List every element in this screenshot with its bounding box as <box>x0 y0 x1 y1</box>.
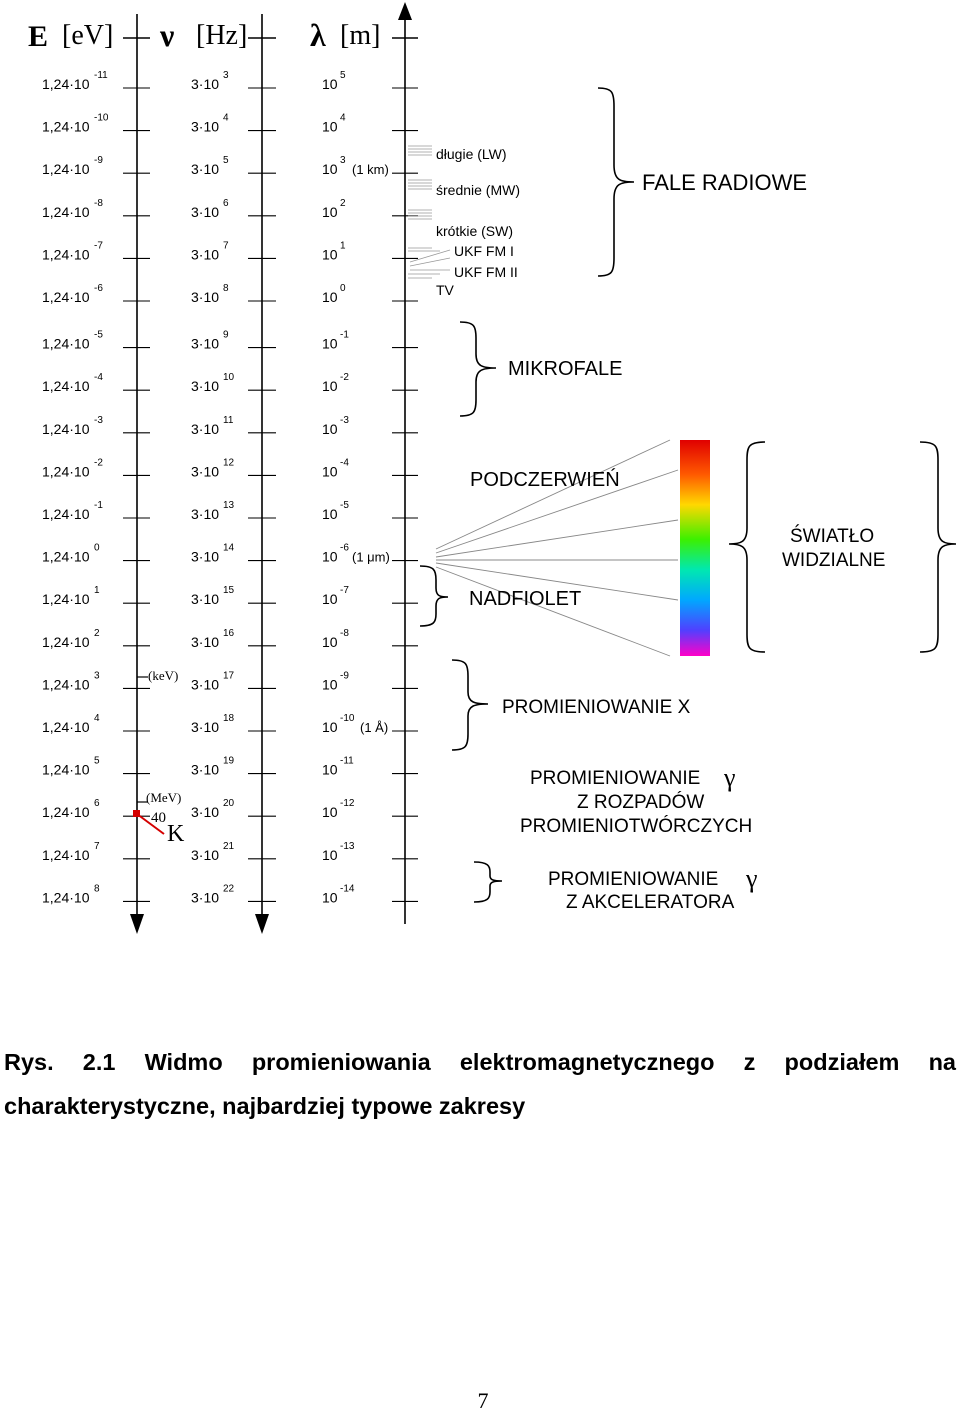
wavelength-exponent: 4 <box>340 112 346 124</box>
frequency-value: 3·10 <box>191 506 220 522</box>
scale-row <box>42 330 418 352</box>
frequency-exponent: 6 <box>223 197 229 209</box>
visible-brace-right <box>920 442 956 652</box>
forty-label: 40 <box>151 810 166 826</box>
scale-row <box>42 713 418 735</box>
energy-exponent: 8 <box>94 883 100 895</box>
wavelength-note: (1 km) <box>352 162 389 178</box>
wavelength-value: 10 <box>322 804 338 821</box>
wavelength-exponent: 0 <box>340 283 346 294</box>
energy-value: 1,24·10 <box>42 76 90 92</box>
energy-value: 1,24·10 <box>42 246 90 263</box>
wavelength-value: 10 <box>322 463 338 480</box>
wavelength-arrow-icon <box>398 2 412 20</box>
wavelength-exponent: -13 <box>340 840 355 852</box>
energy-exponent: 4 <box>94 713 100 724</box>
energy-symbol: E <box>28 20 49 53</box>
frequency-value: 3·10 <box>191 463 220 480</box>
energy-value: 1,24·10 <box>42 378 90 395</box>
frequency-exponent: 14 <box>223 542 235 554</box>
radio-tv: TV <box>436 282 454 298</box>
frequency-value: 3·10 <box>191 591 220 608</box>
frequency-value: 3·10 <box>191 246 220 263</box>
microwaves-label: MIKROFALE <box>508 358 623 380</box>
wavelength-exponent: -2 <box>340 372 349 384</box>
frequency-exponent: 19 <box>223 755 235 767</box>
frequency-value: 3·10 <box>191 889 220 906</box>
energy-value: 1,24·10 <box>42 719 90 735</box>
energy-exponent: -7 <box>94 240 103 252</box>
wavelength-exponent: -7 <box>340 585 349 597</box>
mev-marker: (MeV) <box>146 790 182 805</box>
frequency-exponent: 3 <box>223 70 229 81</box>
energy-value: 1,24·10 <box>42 889 90 906</box>
infrared-label: PODCZERWIEŃ <box>470 469 620 491</box>
wavelength-value: 10 <box>322 591 338 608</box>
energy-exponent: 6 <box>94 798 100 810</box>
wavelength-value: 10 <box>322 420 338 437</box>
energy-exponent: -2 <box>94 457 103 469</box>
xray-label: PROMIENIOWANIE X <box>502 697 691 718</box>
wavelength-value: 10 <box>322 846 338 863</box>
frequency-value: 3·10 <box>191 548 220 565</box>
frequency-exponent: 21 <box>223 840 235 852</box>
frequency-value: 3·10 <box>191 289 220 305</box>
energy-arrow-icon <box>130 914 144 934</box>
frequency-value: 3·10 <box>191 335 220 352</box>
page-number: 7 <box>477 1388 489 1413</box>
region-labels <box>469 170 885 913</box>
wavelength-value: 10 <box>322 548 338 565</box>
wavelength-exponent: -8 <box>340 627 349 639</box>
frequency-exponent: 16 <box>223 627 235 639</box>
energy-value: 1,24·10 <box>42 804 90 821</box>
frequency-value: 3·10 <box>191 118 220 135</box>
energy-markers <box>133 668 185 847</box>
radio-ukf-fm1: UKF FM I <box>454 243 514 259</box>
wavelength-unit: [m] <box>340 20 381 51</box>
energy-value: 1,24·10 <box>42 846 90 863</box>
column-headers <box>28 17 380 53</box>
wavelength-exponent: 2 <box>340 197 346 209</box>
frequency-exponent: 11 <box>223 414 234 426</box>
gamma-decay-label-1: PROMIENIOWANIE <box>530 768 701 789</box>
energy-value: 1,24·10 <box>42 420 90 437</box>
microwave-brace <box>460 322 496 416</box>
wavelength-value: 10 <box>322 76 338 92</box>
energy-value: 1,24·10 <box>42 463 90 480</box>
gamma-decay-label-2: Z ROZPADÓW <box>577 792 705 813</box>
frequency-exponent: 10 <box>223 372 235 384</box>
visible-light-label-2: WIDZIALNE <box>782 550 886 571</box>
wavelength-exponent: -6 <box>340 542 349 554</box>
xray-brace <box>452 660 488 750</box>
energy-exponent: -1 <box>94 500 103 511</box>
radio-short-wave: krótkie (SW) <box>436 223 513 239</box>
wavelength-value: 10 <box>322 889 338 906</box>
wavelength-value: 10 <box>322 676 338 693</box>
frequency-exponent: 5 <box>223 155 229 167</box>
scale-row <box>42 415 418 437</box>
energy-value: 1,24·10 <box>42 591 90 608</box>
visible-light-label-1: ŚWIATŁO <box>790 526 875 547</box>
frequency-value: 3·10 <box>191 76 220 92</box>
wavelength-exponent: -5 <box>340 500 349 511</box>
energy-value: 1,24·10 <box>42 676 90 693</box>
wavelength-exponent: -1 <box>340 329 349 341</box>
scale-row <box>42 457 418 479</box>
frequency-value: 3·10 <box>191 378 220 395</box>
energy-value: 1,24·10 <box>42 633 90 650</box>
energy-value: 1,24·10 <box>42 161 90 178</box>
wavelength-value: 10 <box>322 289 338 305</box>
wavelength-value: 10 <box>322 335 338 352</box>
energy-exponent: -10 <box>94 112 109 124</box>
figure-caption: Rys. 2.1 Widmo promieniowania elektromagnetycznego z podziałem na charakterystyczne, najbardziej typowe zakresy <box>4 1049 956 1119</box>
gamma-accelerator-label-1: PROMIENIOWANIE <box>548 869 719 890</box>
energy-exponent: 5 <box>94 755 100 767</box>
radio-brace <box>598 88 634 276</box>
energy-exponent: 2 <box>94 627 100 639</box>
frequency-arrow-icon <box>255 914 269 934</box>
scale-row <box>42 585 418 607</box>
radio-ukf-fm2: UKF FM II <box>454 264 518 280</box>
wavelength-symbol: λ <box>310 17 326 53</box>
gamma-decay-label-3: PROMIENIOTWÓRCZYCH <box>520 816 753 837</box>
frequency-value: 3·10 <box>191 420 220 437</box>
scale-row <box>42 628 418 650</box>
radio-medium-wave: średnie (MW) <box>436 182 521 198</box>
frequency-exponent: 4 <box>223 112 229 124</box>
energy-exponent: 1 <box>94 585 100 597</box>
wavelength-value: 10 <box>322 506 338 522</box>
energy-exponent: -9 <box>94 155 103 167</box>
frequency-value: 3·10 <box>191 846 220 863</box>
wavelength-value: 10 <box>322 203 338 220</box>
wavelength-value: 10 <box>322 633 338 650</box>
wavelength-exponent: -10 <box>340 713 355 724</box>
energy-exponent: -6 <box>94 283 103 294</box>
frequency-value: 3·10 <box>191 203 220 220</box>
scale-row <box>42 883 418 905</box>
frequency-exponent: 12 <box>223 457 235 469</box>
wavelength-value: 10 <box>322 246 338 263</box>
wavelength-exponent: -11 <box>340 755 354 767</box>
frequency-value: 3·10 <box>191 633 220 650</box>
scale-row <box>42 841 418 863</box>
visible-brace-left <box>729 442 765 652</box>
visible-spectrum-bar <box>680 440 710 656</box>
frequency-exponent: 7 <box>223 240 229 252</box>
kelvin-pointer-dot <box>133 810 140 817</box>
energy-value: 1,24·10 <box>42 203 90 220</box>
frequency-exponent: 13 <box>223 500 235 511</box>
frequency-value: 3·10 <box>191 161 220 178</box>
wavelength-value: 10 <box>322 161 338 178</box>
frequency-exponent: 20 <box>223 798 235 810</box>
ultraviolet-label: NADFIOLET <box>469 588 582 610</box>
scale-row <box>42 283 418 305</box>
wavelength-value: 10 <box>322 719 338 735</box>
wavelength-exponent: -4 <box>340 457 349 469</box>
energy-value: 1,24·10 <box>42 506 90 522</box>
frequency-exponent: 15 <box>223 585 235 597</box>
gamma-accelerator-label-2: Z AKCELERATORA <box>566 892 735 913</box>
wavelength-value: 10 <box>322 118 338 135</box>
wavelength-exponent: 1 <box>340 240 346 252</box>
infrared-brace <box>420 566 448 626</box>
scale-row <box>42 372 418 394</box>
energy-unit: [eV] <box>62 20 114 51</box>
frequency-unit: [Hz] <box>196 20 248 51</box>
scale-row <box>42 543 418 565</box>
energy-value: 1,24·10 <box>42 118 90 135</box>
wavelength-note: (1 μm) <box>352 549 390 565</box>
scale-row <box>42 240 418 262</box>
frequency-value: 3·10 <box>191 676 220 693</box>
energy-exponent: -5 <box>94 329 103 341</box>
radio-subbands <box>408 146 520 298</box>
scale-row <box>42 670 418 692</box>
kelvin-label: K <box>167 821 185 847</box>
energy-exponent: -8 <box>94 197 103 209</box>
frequency-value: 3·10 <box>191 719 220 735</box>
frequency-exponent: 9 <box>223 329 229 341</box>
wavelength-exponent: -9 <box>340 670 349 682</box>
energy-value: 1,24·10 <box>42 761 90 778</box>
radio-waves-label: FALE RADIOWE <box>642 170 808 195</box>
scale-rows <box>42 70 418 905</box>
kev-marker: (keV) <box>148 668 179 683</box>
energy-exponent: 3 <box>94 670 100 682</box>
scale-row <box>42 198 418 220</box>
wavelength-note: (1 Å) <box>360 720 389 735</box>
scale-row <box>42 500 418 522</box>
frequency-exponent: 22 <box>223 883 235 895</box>
energy-value: 1,24·10 <box>42 548 90 565</box>
frequency-exponent: 8 <box>223 283 229 294</box>
gamma-accelerator-symbol: γ <box>746 864 758 893</box>
energy-value: 1,24·10 <box>42 289 90 305</box>
energy-exponent: -11 <box>94 70 108 81</box>
wavelength-exponent: -12 <box>340 798 355 810</box>
frequency-value: 3·10 <box>191 804 220 821</box>
wavelength-exponent: -3 <box>340 414 349 426</box>
energy-exponent: -3 <box>94 414 103 426</box>
scale-row <box>42 113 418 135</box>
energy-exponent: -4 <box>94 372 103 384</box>
gamma-accelerator-brace <box>474 862 502 902</box>
wavelength-exponent: 5 <box>340 70 346 81</box>
frequency-symbol: ν <box>160 17 175 53</box>
frequency-exponent: 17 <box>223 670 235 682</box>
frequency-exponent: 18 <box>223 713 235 724</box>
scale-row <box>42 756 418 778</box>
frequency-value: 3·10 <box>191 761 220 778</box>
scale-row <box>42 155 418 177</box>
energy-value: 1,24·10 <box>42 335 90 352</box>
wavelength-value: 10 <box>322 378 338 395</box>
energy-exponent: 7 <box>94 840 100 852</box>
gamma-decay-symbol: γ <box>724 763 736 792</box>
scale-row <box>42 798 418 820</box>
wavelength-exponent: -14 <box>340 883 355 895</box>
radio-long-wave: długie (LW) <box>436 146 507 162</box>
axes <box>123 14 418 924</box>
energy-exponent: 0 <box>94 542 100 554</box>
wavelength-exponent: 3 <box>340 155 346 167</box>
wavelength-value: 10 <box>322 761 338 778</box>
scale-row <box>42 70 418 92</box>
